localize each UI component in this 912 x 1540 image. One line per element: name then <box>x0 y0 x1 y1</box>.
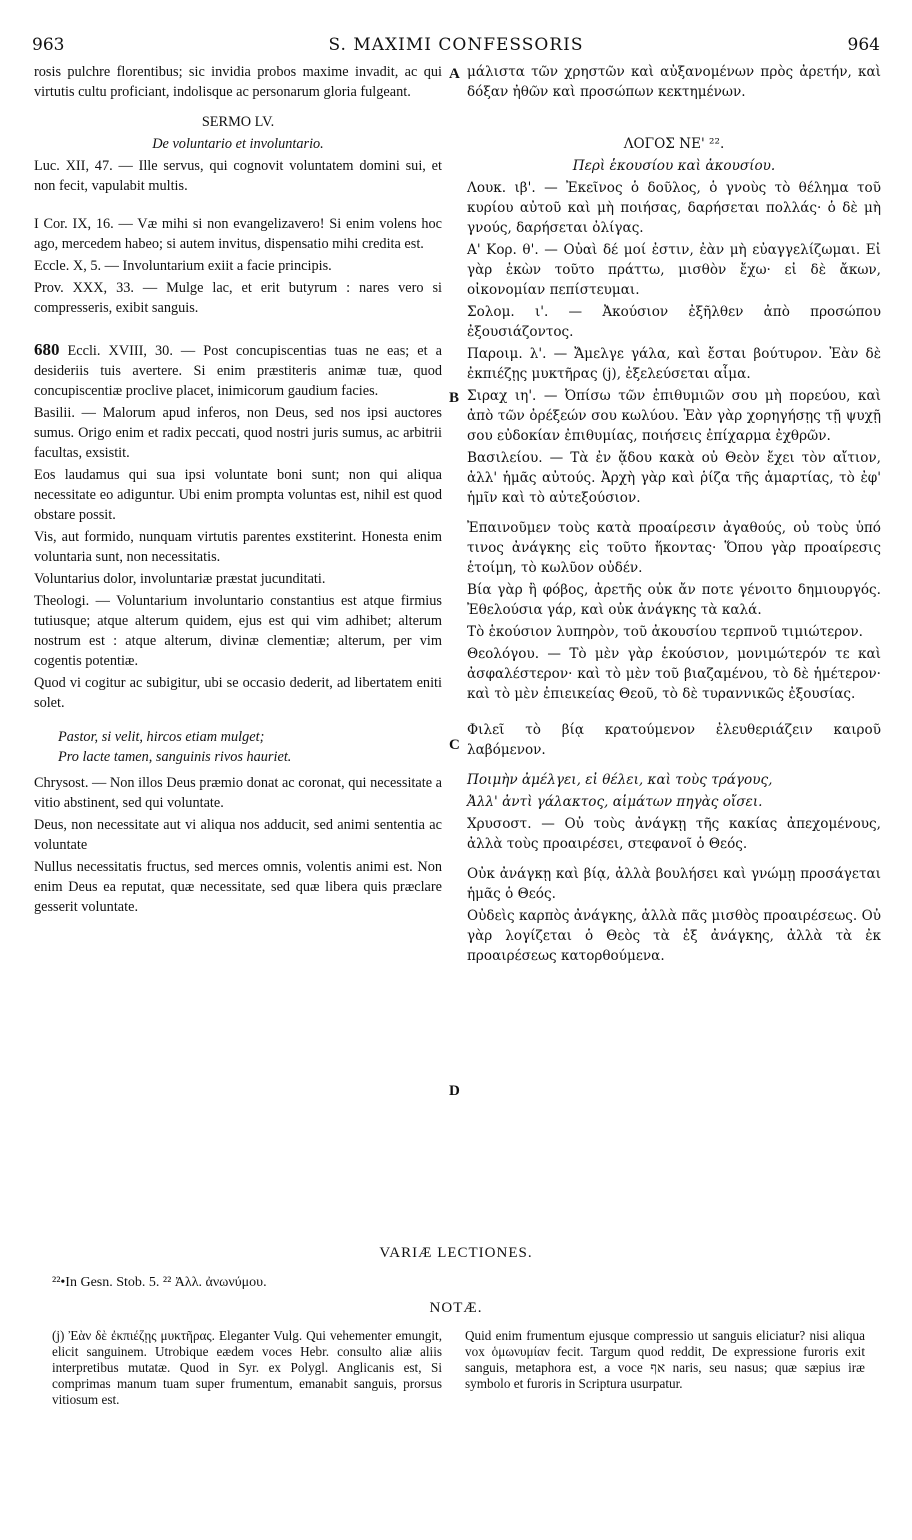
latin-para-10: Theologi. — Voluntarium involuntario constantius est atque firmius tutiusque; atque alterum quidem, ejus est qui vim adhibet; alterum nostrum est : atque alterum, divinæ clementiæ; alterum, per vim cogentis potentiæ. <box>34 593 442 669</box>
greek-para-1: Λουκ. ιβ'. — Ἐκεῖνος ὁ δοῦλος, ὁ γνοὺς τὸ θέλημα τοῦ κυρίου αὐτοῦ καὶ μὴ ποιήσας, δαρήσεται πολλάς· ὁ δὲ μὴ γνούς, δαρήσεται ὀλίγας. <box>467 180 881 236</box>
latin-para-2: I Cor. IX, 16. — Væ mihi si non evangelizavero! Si enim volens hoc ago, mercedem habeo; si autem invitus, dispensatio mihi credita est. <box>34 216 442 252</box>
variae-text: ²²•In Gesn. Stob. 5. ²² Ἀλλ. ἀνωνύμου. <box>52 1275 267 1290</box>
latin-para-3: Eccle. X, 5. — Involuntarium exiit a facie principis. <box>34 258 332 274</box>
greek-lead: μάλιστα τῶν χρηστῶν καὶ αὐξανομένων πρὸς ἀρετήν, καὶ δόξαν ἠθῶν καὶ προσώπων κεκτημένων. <box>467 64 881 100</box>
variae-heading: VARIÆ LECTIONES. <box>379 1245 533 1261</box>
greek-para-5: Σιραχ ιη'. — Ὀπίσω τῶν ἐπιθυμιῶν σου μὴ πορεύου, καὶ ἀπὸ τῶν ὀρέξεών σου κωλύου. Ἐὰν γὰρ χορηγήσῃς τῇ ψυχῇ σου εὐδοκίαν ἐπιθυμίας, ποιήσεις ἐπίχαρμα ἐχθρῶν. <box>467 388 881 444</box>
logos-subtitle: Περὶ ἑκουσίου καὶ ἀκουσίου. <box>572 158 776 174</box>
margin-letter-c: C <box>449 737 460 753</box>
greek-verse-2: Ἀλλ' ἀντὶ γάλακτος, αἱμάτων πηγὰς οἴσει. <box>467 794 763 810</box>
page-number-right: 964 <box>847 35 880 55</box>
greek-para-9: Τὸ ἑκούσιον λυπηρὸν, τοῦ ἀκουσίου τερπνοῦ τιμιώτερον. <box>467 624 863 640</box>
latin-para-13: Deus, non necessitate aut vi aliqua nos adducit, sed animi sententia ac voluntate <box>34 817 442 853</box>
latin-para-5: 680 Eccli. XVIII, 30. — Post concupiscentias tuas ne eas; et a desideriis tuis avertere. Si enim præstiteris animæ tuæ, quod concupiscentiæ proclive placet, inimicorum gaudium facies. <box>34 340 442 399</box>
latin-para-9: Voluntarius dolor, involuntariæ præstat jucunditati. <box>34 571 326 587</box>
margin-letter-d: D <box>449 1083 460 1099</box>
latin-lead: rosis pulchre florentibus; sic invidia probos maxime invadit, ac qui virtutis cultu proficiant, indolisque ac personarum gloria fulgeant. <box>34 64 442 100</box>
margin-letter-b: B <box>449 390 460 406</box>
greek-para-13: Οὐκ ἀνάγκῃ καὶ βίᾳ, ἀλλὰ βουλήσει καὶ γνώμῃ προσάγεται ἡμᾶς ὁ Θεός. <box>467 866 881 902</box>
greek-para-10: Θεολόγου. — Τὸ μὲν γὰρ ἑκούσιον, μονιμώτερόν τε καὶ ἀσφαλέστερον· καὶ τὸ μὲν τοῦ βιαζαμένου, τὸ δὲ ἡμέτερον· καὶ τὸ μὲν ἐπιεικείας Θεοῦ, τὸ δὲ τυραννικῶς ἐξουσίας. <box>467 646 881 702</box>
sermo-heading: SERMO LV. <box>201 114 275 130</box>
latin-para-7: Eos laudamus qui sua ipsi voluntate boni sunt; non qui aliqua necessitate eo adiguntur. Ubi enim prompta voluntas est, nihil est quod obstare possit. <box>34 467 442 523</box>
greek-para-7: Ἐπαινοῦμεν τοὺς κατὰ προαίρεσιν ἀγαθούς, οὐ τοὺς ὑπό τινος ἀνάγκης εἰς τοῦτο ἥκοντας· Ὅπου γὰρ προαίρεσις ἑτοίμη, τὸ κωλῦον οὐδέν. <box>467 520 881 576</box>
greek-para-2: Α' Κορ. θ'. — Οὐαὶ δέ μοί ἐστιν, ἐὰν μὴ εὐαγγελίζωμαι. Εἰ γὰρ ἑκὼν τοῦτο πράττω, μισθὸν ἔχω· εἰ δὲ ἄκων, οἰκονομίαν πεπίστευμαι. <box>467 242 881 298</box>
greek-para-8: Βία γὰρ ἢ φόβος, ἀρετῆς οὐκ ἄν ποτε γένοιτο δημιουργός. Ἐθελούσια γάρ, καὶ οὐκ ἀνάγκης τὰ καλά. <box>467 582 881 618</box>
running-title: S. MAXIMI CONFESSORIS <box>328 35 584 55</box>
running-header <box>32 35 880 57</box>
latin-para-11: Quod vi cogitur ac subigitur, ubi se occasio dederit, ad libertatem eniti solet. <box>34 675 442 711</box>
notae-left: (j) Ἐὰν δὲ ἐκπιέζῃς μυκτῆρας. Eleganter Vulg. Qui vehementer emungit, elicit sanguinem. Utrobique eædem voces Hebr. consulto aliæ aliis interpretibus mutatæ. Quod in Syr. ex Polygl. Anglicanis est, Si comprimas manum tuam super frumentum, emanabit sanguis, prorsus vitiosum est. <box>52 1328 442 1407</box>
logos-heading: ΛΟΓΟΣ ΝΕ' ²². <box>623 136 725 152</box>
greek-column <box>467 62 881 968</box>
page-number-left: 963 <box>32 35 65 55</box>
latin-verse-1: Pastor, si velit, hircos etiam mulget; <box>58 729 265 745</box>
greek-para-11: Φιλεῖ τὸ βίᾳ κρατούμενον ἐλευθεριάζειν καιροῦ λαβόμενον. <box>467 722 881 758</box>
greek-verse-1: Ποιμὴν ἀμέλγει, εἰ θέλει, καὶ τοὺς τράγους, <box>467 772 773 788</box>
margin-letter-a: A <box>449 66 460 82</box>
sermo-subtitle: De voluntario et involuntario. <box>152 136 324 152</box>
latin-column <box>34 62 442 919</box>
latin-verse-2: Pro lacte tamen, sanguinis rivos hauriet. <box>58 749 292 765</box>
latin-para-1: Luc. XII, 47. — Ille servus, qui cognovit voluntatem domini sui, et non fecit, vapulabit multis. <box>34 158 442 194</box>
latin-para-6: Basilii. — Malorum apud inferos, non Deus, sed nos ipsi auctores sumus. Origo enim et radix peccati, quod nostri juris sumus, ac arbitrii facultas, exsistit. <box>34 405 442 461</box>
greek-para-3: Σολομ. ι'. — Ἀκούσιον ἐξῆλθεν ἀπὸ προσώπου ἐξουσιάζοντος. <box>467 304 881 340</box>
greek-para-4: Παροιμ. λ'. — Ἄμελγε γάλα, καὶ ἔσται βούτυρον. Ἐὰν δὲ ἐκπιέζῃς μυκτῆρας (j), ἐξελεύσεται αἷμα. <box>467 346 881 382</box>
latin-para-14: Nullus necessitatis fructus, sed merces omnis, volentis animi est. Non enim Deus ea reputat, quæ necessitate, sed quæ libera quis præclare gesserit voluntate. <box>34 859 442 915</box>
column-number: 680 <box>34 340 60 359</box>
latin-para-8: Vis, aut formido, nunquam virtutis parentes exstiterint. Honesta enim voluntaria sunt, non necessitatis. <box>34 529 442 565</box>
greek-para-12: Χρυσοστ. — Οὐ τοὺς ἀνάγκῃ τῆς κακίας ἀπεχομένους, ἀλλὰ τοὺς προαιρέσει, στεφανοῖ ὁ Θεός. <box>467 816 881 852</box>
notae-heading: NOTÆ. <box>429 1300 483 1316</box>
notae-right: Quid enim frumentum ejusque compressio ut sanguis eliciatur? nisi aliqua vox ὁμωνυμίαν fecit. Targum quod reddit, De expressione furoris exit sanguis, metaphora est, a voce אף naris, seu nasus; quæ sæpius iræ symbolo et furoris in Scriptura usurpatur. <box>465 1328 865 1391</box>
latin-para-12: Chrysost. — Non illos Deus præmio donat ac coronat, qui necessitate a vitio abstinent, sed qui voluntate. <box>34 775 442 811</box>
greek-para-6: Βασιλείου. — Τὰ ἐν ᾅδου κακὰ οὐ Θεὸν ἔχει τὸν αἴτιον, ἀλλ' ἡμᾶς αὐτούς. Ἀρχὴ γὰρ καὶ ῥίζα τῆς ἁμαρτίας, τὸ ἐφ' ἡμῖν καὶ τὸ αὐτεξούσιον. <box>467 450 881 506</box>
latin-para-4: Prov. XXX, 33. — Mulge lac, et erit butyrum : nares vero si compresseris, exibit sanguis. <box>34 280 442 316</box>
greek-para-14: Οὐδεὶς καρπὸς ἀνάγκης, ἀλλὰ πᾶς μισθὸς προαιρέσεως. Οὐ γὰρ λογίζεται ὁ Θεὸς τὰ ἐξ ἀνάγκης, ἀλλὰ τὰ ἐκ προαιρέσεως κατορθούμενα. <box>467 908 881 964</box>
